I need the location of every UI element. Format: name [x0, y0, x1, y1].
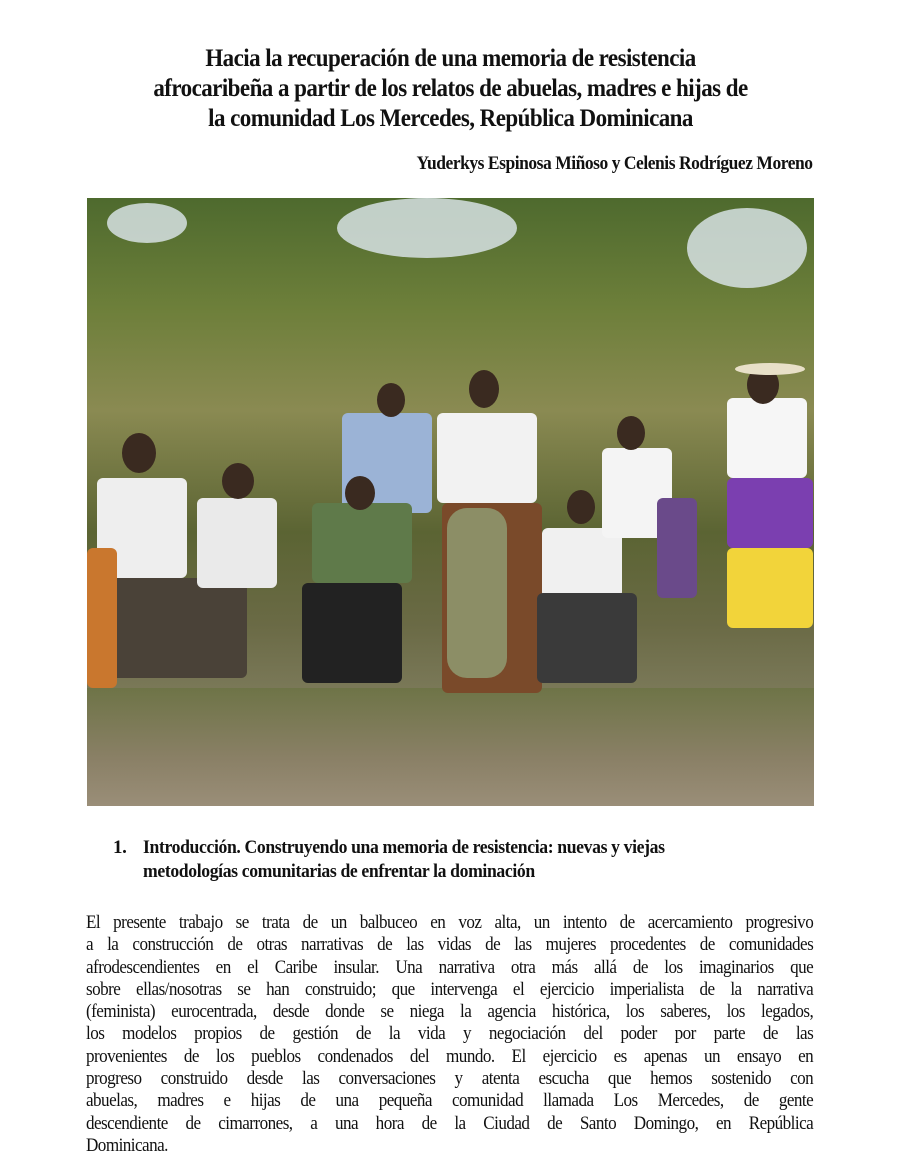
paragraph-line: progreso construido desde las conversaciones y atenta escucha que hemos sostenido con	[86, 1068, 814, 1090]
paragraph-line: Dominicana.	[86, 1134, 168, 1156]
section-heading-line: metodologías comunitarias de enfrentar la dominación	[143, 861, 535, 882]
intro-paragraph	[86, 912, 813, 1157]
paragraph-line: a la construcción de otras narrativas de las vidas de las mujeres procedentes de comunidades	[86, 934, 814, 956]
paragraph-line: provenientes de los pueblos condenados del mundo. El ejercicio es apenas un ensayo en	[86, 1045, 814, 1067]
section-heading-line: Introducción. Construyendo una memoria de resistencia: nuevas y viejas	[143, 837, 665, 858]
community-photo	[87, 198, 814, 806]
document-title	[91, 44, 810, 134]
paragraph-line: El presente trabajo se trata de un balbuceo en voz alta, un intento de acercamiento progresivo	[86, 912, 814, 933]
paragraph-line: descendiente de cimarrones, a una hora de la Ciudad de Santo Domingo, en República	[86, 1112, 814, 1134]
title-line: Hacia la recuperación de una memoria de resistencia	[205, 45, 696, 72]
paragraph-line: sobre ellas/nosotras se han construido; que intervenga el ejercicio imperialista de la narrativa	[86, 978, 814, 1000]
paragraph-line: abuelas, madres e hijas de una pequeña comunidad llamada Los Mercedes, de gente	[86, 1090, 814, 1112]
title-line: afrocaribeña a partir de los relatos de abuelas, madres e hijas de	[153, 75, 748, 102]
section-number: 1.	[113, 837, 127, 858]
authors: Yuderkys Espinosa Miñoso y Celenis Rodríguez Moreno	[416, 153, 813, 174]
paragraph-line: los modelos propios de gestión de la vida y negociación del poder por parte de las	[86, 1023, 814, 1045]
paragraph-line: afrodescendientes en el Caribe insular. Una narrativa otra más allá de los imaginarios que	[86, 956, 814, 978]
title-line: la comunidad Los Mercedes, República Dominicana	[208, 105, 693, 132]
paragraph-line: (feminista) eurocentrada, desde donde se niega la agencia histórica, los saberes, los legados,	[86, 1001, 814, 1023]
